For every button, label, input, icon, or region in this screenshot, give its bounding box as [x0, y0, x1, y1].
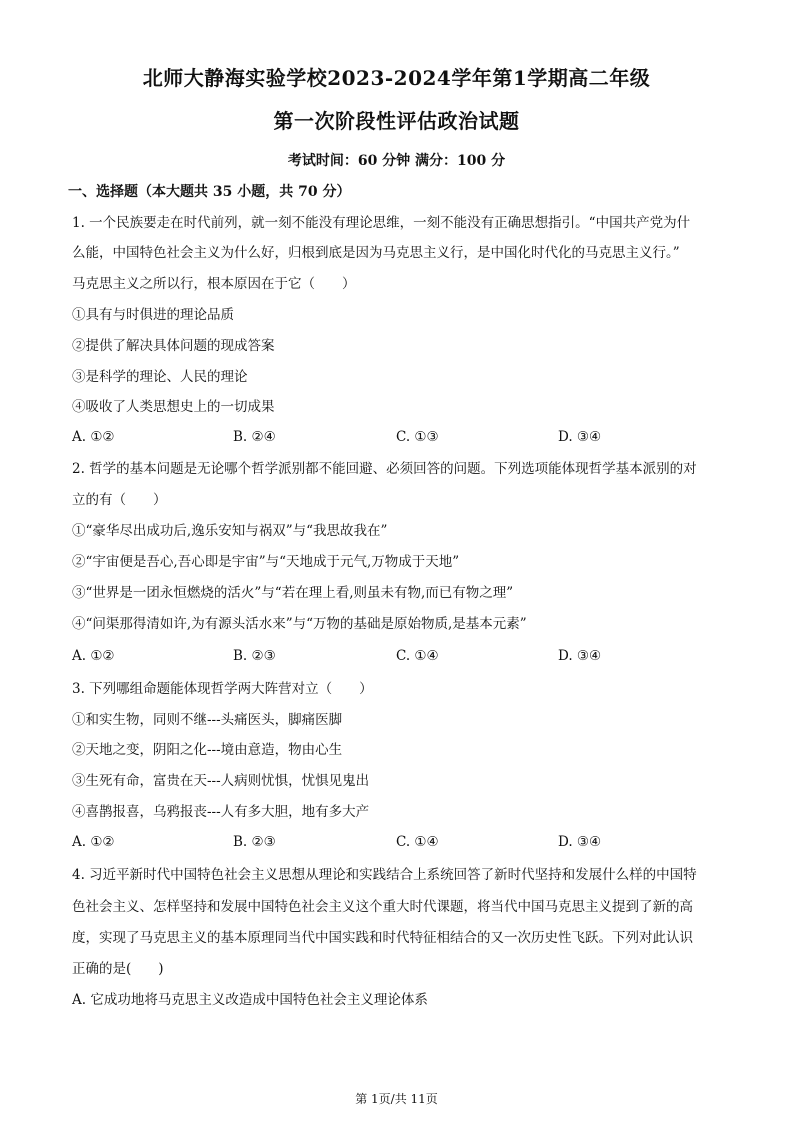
question-3-item: ①和实生物，同则不继---头痛医头，脚痛医脚	[72, 712, 343, 728]
question-1-option-d: D. ③④	[558, 429, 602, 445]
question-3-item: ③生死有命，富贵在天---人病则忧惧，忧惧见鬼出	[72, 773, 370, 789]
title-line-2: 第一次阶段性评估政治试题	[273, 109, 520, 133]
question-2-item: ③“世界是一团永恒燃烧的活火”与“若在理上看,则虽未有物,而已有物之理”	[72, 585, 514, 601]
question-1-item: ②提供了解决具体问题的现成答案	[72, 338, 275, 354]
question-2-text: 2. 哲学的基本问题是无论哪个哲学派别都不能回避、必须回答的问题。下列选项能体现哲学基本派别的对	[72, 461, 697, 477]
question-3-option-c: C. ①④	[396, 834, 439, 850]
question-1-option-c: C. ①③	[396, 429, 439, 445]
question-2-option-b: B. ②③	[233, 648, 276, 664]
page-footer: 第 1页/共 11页	[355, 1092, 438, 1106]
question-2-item: ②“宇宙便是吾心,吾心即是宇宙”与“天地成于元气,万物成于天地”	[72, 554, 460, 570]
exam-info: 考试时间：60 分钟 满分：100 分	[287, 153, 506, 169]
question-1-option-b: B. ②④	[233, 429, 276, 445]
question-3-option-b: B. ②③	[233, 834, 276, 850]
question-3-option-a: A. ①②	[72, 834, 115, 850]
question-3-option-d: D. ③④	[558, 834, 602, 850]
question-2-option-c: C. ①④	[396, 648, 439, 664]
question-2-option-a: A. ①②	[72, 648, 115, 664]
question-1-text: 马克思主义之所以行，根本原因在于它（ ）	[72, 276, 356, 292]
title-line-1: 北师大静海实验学校2023-2024学年第1学期高二年级	[142, 66, 651, 90]
question-4-text: 色社会主义、怎样坚持和发展中国特色社会主义这个重大时代课题，将当代中国马克思主义提到了新的高	[72, 899, 693, 915]
question-3-item: ④喜鹊报喜，乌鸦报丧---人有多大胆，地有多大产	[72, 804, 370, 820]
question-3-item: ②天地之变，阴阳之化---境由意造，物由心生	[72, 742, 343, 758]
question-1-item: ①具有与时俱进的理论品质	[72, 307, 234, 323]
question-4-text: 度，实现了马克思主义的基本原理同当代中国实践和时代特征相结合的又一次历史性飞跃。下列对此认识	[72, 930, 693, 946]
question-1-text: 么能，中国特色社会主义为什么好，归根到底是因为马克思主义行，是中国化时代化的马克思主义行。”	[72, 245, 680, 261]
question-4-option-a: A. 它成功地将马克思主义改造成中国特色社会主义理论体系	[72, 992, 428, 1008]
question-2-option-d: D. ③④	[558, 648, 602, 664]
question-3-text: 3. 下列哪组命题能体现哲学两大阵营对立（ ）	[72, 681, 373, 697]
section-heading: 一、选择题（本大题共 35 小题，共 70 分）	[68, 184, 351, 200]
question-1-item: ④吸收了人类思想史上的一切成果	[72, 399, 275, 415]
question-2-text: 立的有（ ）	[72, 492, 167, 508]
question-1-item: ③是科学的理论、人民的理论	[72, 369, 248, 385]
question-4-text: 4. 习近平新时代中国特色社会主义思想从理论和实践结合上系统回答了新时代坚持和发展什么样的中国特	[72, 867, 697, 883]
question-1-option-a: A. ①②	[72, 429, 115, 445]
question-1-text: 1. 一个民族要走在时代前列，就一刻不能没有理论思维，一刻不能没有正确思想指引。“中国共产党为什	[72, 215, 691, 231]
question-2-item: ①“豪华尽出成功后,逸乐安知与祸双”与“我思故我在”	[72, 523, 388, 539]
question-2-item: ④“问渠那得清如许,为有源头活水来”与“万物的基础是原始物质,是基本元素”	[72, 616, 527, 632]
question-4-text: 正确的是( )	[72, 961, 164, 977]
